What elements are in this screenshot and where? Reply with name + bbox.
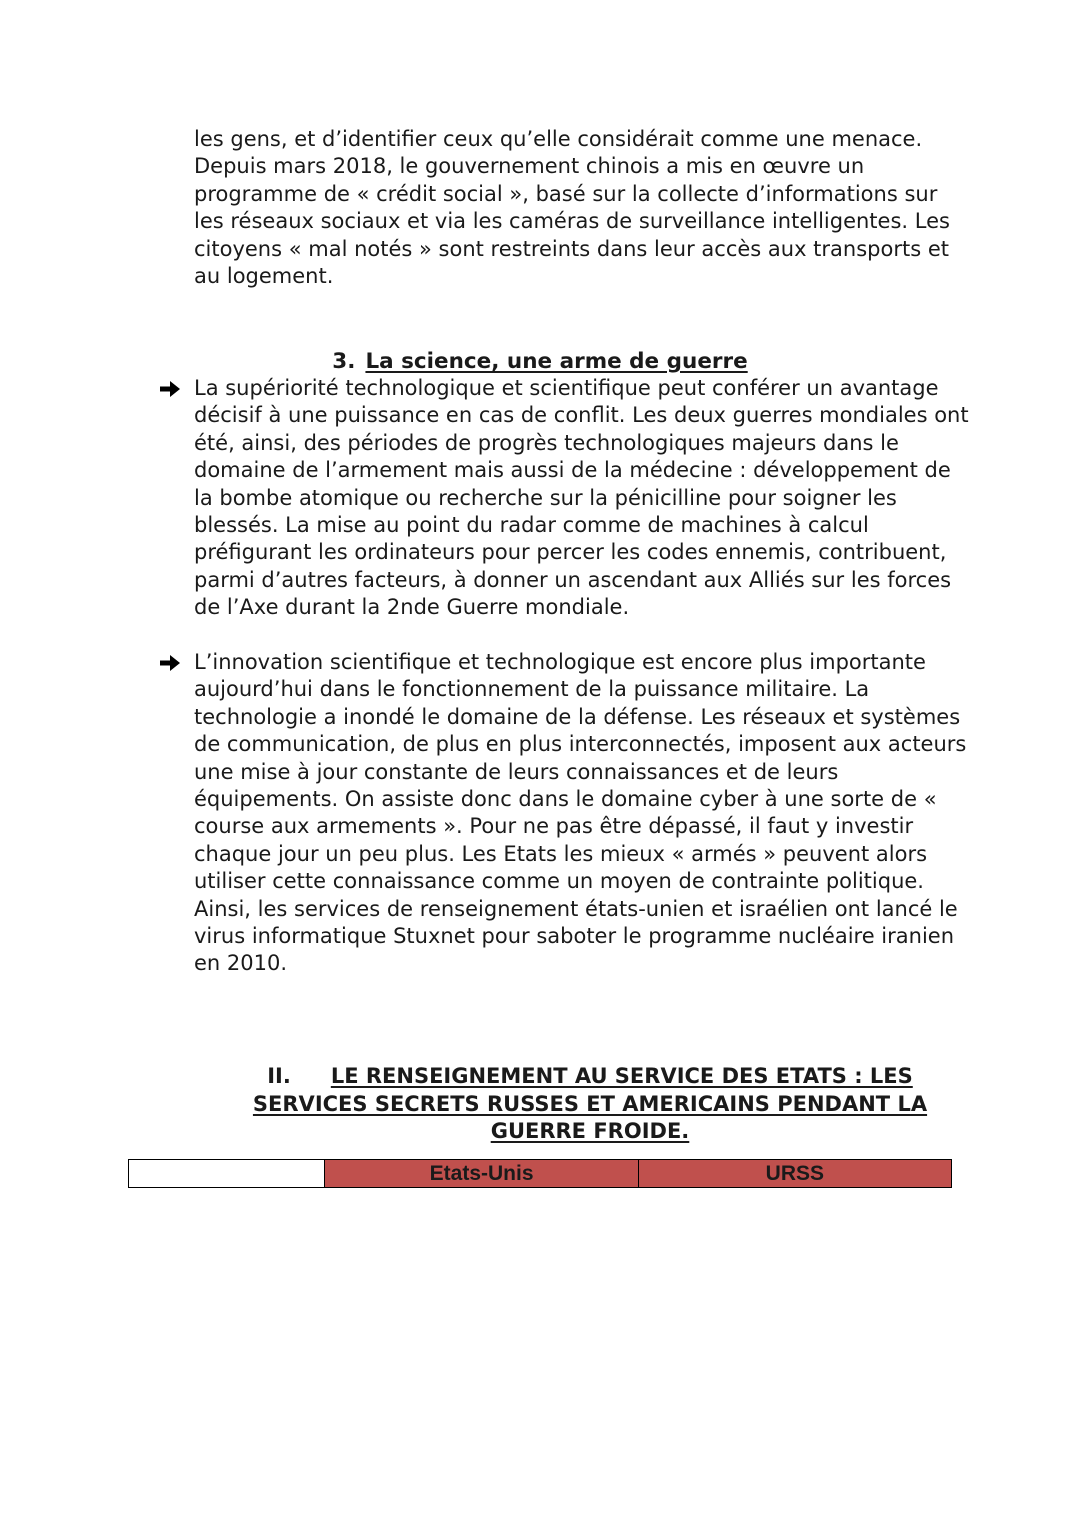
comparison-table: [128, 1159, 952, 1188]
section-3-number: 3.: [332, 349, 356, 374]
bullet-item: [160, 375, 970, 622]
arrow-right-icon: [160, 649, 194, 978]
bullet-item: [160, 649, 970, 978]
table-header-empty: [129, 1160, 325, 1188]
table-header-ussr: URSS: [638, 1160, 951, 1188]
part-2-title: LE RENSEIGNEMENT AU SERVICE DES ETATS : LES SERVICES SECRETS RUSSES ET AMERICAINS PENDANT LA GUERRE FROIDE.: [252, 1064, 928, 1143]
intro-paragraph: les gens, et d’identifier ceux qu’elle considérait comme une menace. Depuis mars 2018, le gouvernement chinois a mis en œuvre un programme de « crédit social », basé sur la collecte d’informations sur les réseaux sociaux et via les caméras de surveillance intelligentes. Les citoyens « mal notés » sont restreints dans leur accès aux transports et au logement.: [194, 127, 950, 289]
section-3-title: La science, une arme de guerre: [365, 349, 748, 374]
part-2-heading: [210, 1063, 970, 1146]
bullet-text: La supériorité technologique et scientifique peut conférer un avantage décisif à une puissance en cas de conflit. Les deux guerres mondiales ont été, ainsi, des périodes de progrès technologiques majeurs dans le domaine de l’armement mais aussi de la médecine : développement de la bombe atomique ou recherche sur la pénicilline pour soigner les blessés. La mise au point du radar comme de machines à calcul préfigurant les ordinateurs pour percer les codes ennemis, contribuent, parmi d’autres facteurs, à donner un ascendant aux Alliés sur les forces de l’Axe durant la 2nde Guerre mondiale.: [194, 376, 969, 620]
arrow-right-icon: [160, 375, 194, 622]
section-3-heading: [0, 348, 1080, 375]
table-header-row: [129, 1160, 952, 1188]
bullet-text: L’innovation scientifique et technologique est encore plus importante aujourd’hui dans le fonctionnement de la puissance militaire. La technologie a inondé le domaine de la défense. Les réseaux et systèmes de communication, de plus en plus interconnectés, imposent aux acteurs une mise à jour constante de leurs connaissances et de leurs équipements. On assiste donc dans le domaine cyber à une sorte de « course aux armements ». Pour ne pas être dépassé, il faut y investir chaque jour un peu plus. Les Etats les mieux « armés » peuvent alors utiliser cette connaissance comme un moyen de contrainte politique. Ainsi, les services de renseignement états-unien et israélien ont lancé le virus informatique Stuxnet pour saboter le programme nucléaire iranien en 2010.: [194, 650, 967, 976]
part-2-numeral: II.: [267, 1064, 291, 1088]
table-header-usa: Etats-Unis: [325, 1160, 638, 1188]
